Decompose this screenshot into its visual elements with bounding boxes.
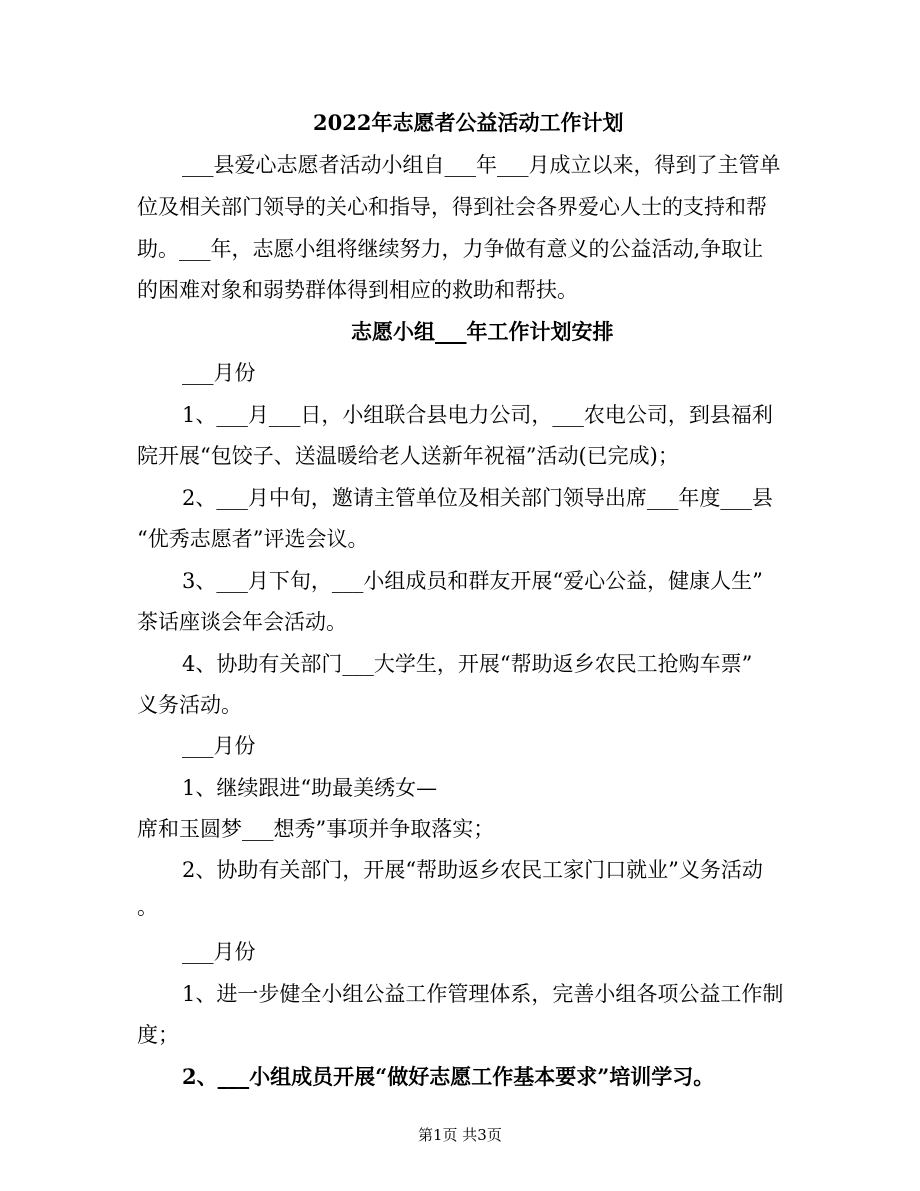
month-label: ___月份	[182, 734, 256, 758]
month-label: ___月份	[182, 361, 256, 385]
document-title: 2022年志愿者公益活动工作计划	[313, 110, 624, 135]
plan-item-line: 2、协助有关部门，开展“帮助返乡农民工家门口就业”义务活动	[182, 858, 763, 882]
plan-item-line: 2、___月中旬，邀请主管单位及相关部门领导出席___年度___县	[182, 486, 773, 510]
plan-item-line: 席和玉圆梦___想秀”事项并争取落实；	[137, 817, 495, 841]
intro-line-3: 助。___年，志愿小组将继续努力，力争做有意义的公益活动,争取让	[137, 237, 764, 261]
plan-item-line: 1、继续跟进“助最美绣女—	[182, 776, 438, 800]
page-number-footer: 第1页 共3页	[418, 1126, 502, 1144]
plan-item-line: 1、___月___日，小组联合县电力公司，___农电公司，到县福利	[182, 403, 773, 427]
plan-item-line: 院开展“包饺子、送温暖给老人送新年祝福”活动(已完成)；	[137, 444, 679, 468]
intro-line-4: 的困难对象和弱势群体得到相应的救助和帮扶。	[137, 278, 578, 302]
section-title: 志愿小组___年工作计划安排	[351, 319, 614, 344]
plan-item-line: 4、协助有关部门___大学生，开展“帮助返乡农民工抢购车票”	[182, 652, 753, 676]
plan-item-line: 2、___小组成员开展“做好志愿工作基本要求”培训学习。	[182, 1064, 715, 1089]
plan-item-line: 茶话座谈会年会活动。	[137, 610, 347, 634]
intro-line-2: 位及相关部门领导的关心和指导，得到社会各界爱心人士的支持和帮	[137, 195, 767, 219]
plan-item-line: 义务活动。	[137, 693, 242, 717]
plan-item-line: 3、___月下旬，___小组成员和群友开展“爱心公益，健康人生”	[182, 569, 763, 593]
plan-item-line: 1、进一步健全小组公益工作管理体系，完善小组各项公益工作制	[182, 982, 784, 1006]
month-label: ___月份	[182, 940, 256, 964]
plan-item-line: 。	[137, 895, 158, 919]
plan-item-line: “优秀志愿者”评选会议。	[137, 527, 369, 551]
intro-line-1: ___县爱心志愿者活动小组自___年___月成立以来，得到了主管单	[182, 153, 781, 177]
plan-item-line: 度；	[137, 1023, 179, 1047]
